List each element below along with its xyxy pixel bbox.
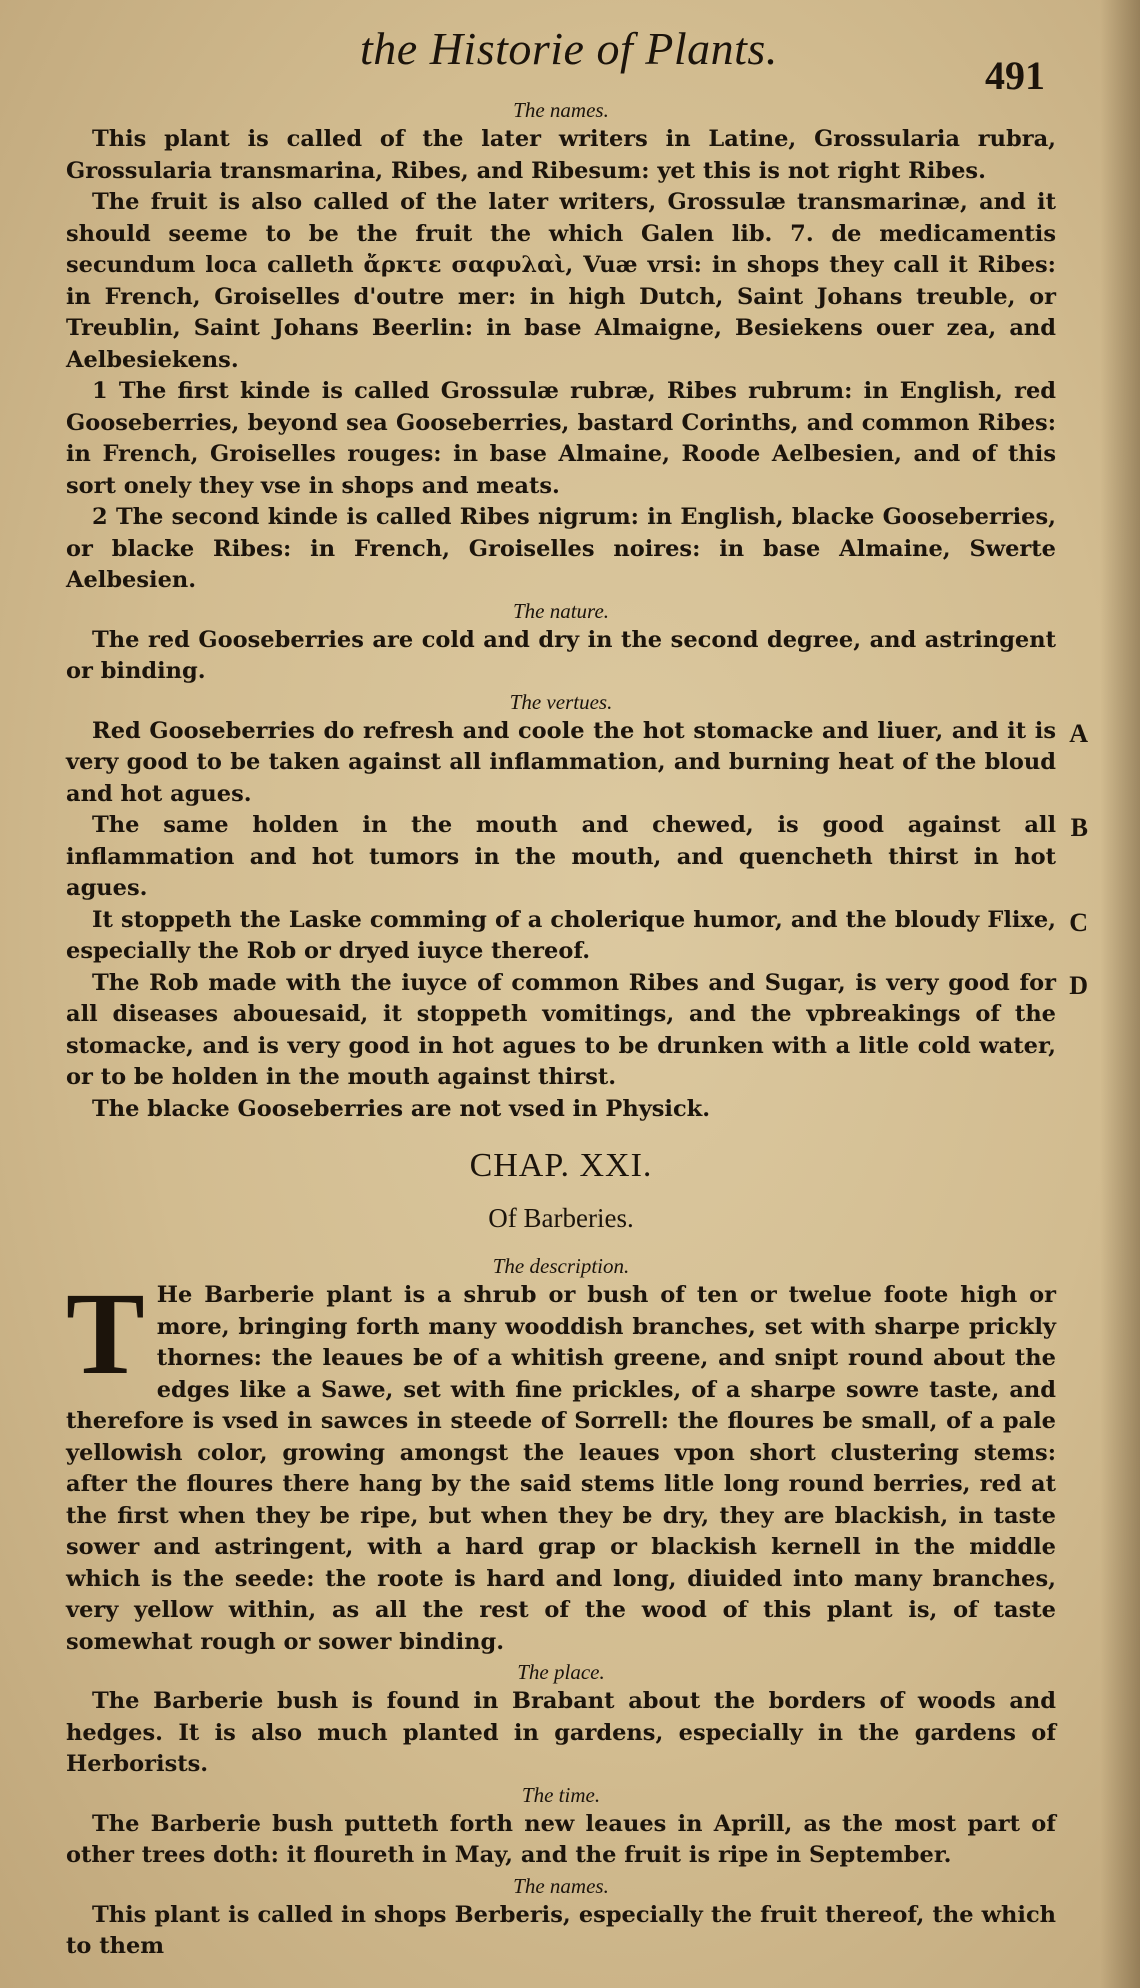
section-heading-names-2: The names. xyxy=(513,1873,609,1898)
text-block xyxy=(66,96,1088,1963)
paragraph: The Barberie bush is found in Brabant about the borders of woods and hedges. It is also much planted in gardens, especially in the gardens of Herborists. xyxy=(66,1688,1056,1777)
paragraph: The fruit is also called of the later writers, Grossulæ transmarinæ, and it should seeme to be the fruit the which Galen lib. 7. de medicamentis secundum loca calleth ἄρκτε σαφυλαὶ, Vuæ vrsi: in shops they call it Ribes: in French, Groiselles d'outre mer: in high Dutch, Saint Johans treuble, or Treublin, Saint Johans Beerlin: in base Almaigne, Besiekens ouer zea, and Aelbesiekens. xyxy=(66,189,1056,373)
paragraph: 1 The first kinde is called Grossulæ rubræ, Ribes rubrum: in English, red Gooseberries, beyond sea Gooseberries, bastard Corinths, and common Ribes: in French, Groiselles rouges: in base Almaine, Roode Aelbesien, and of this sort onely they vse in shops and meats. xyxy=(66,378,1056,499)
section-heading-nature: The nature. xyxy=(512,598,610,623)
page-gutter-shadow xyxy=(1100,0,1140,1988)
paragraph-text: Red Gooseberries do refresh and coole the hot stomacke and liuer, and it is very good to be taken against all inflammation, and burning heat of the bloud and hot agues. xyxy=(66,717,1056,807)
section-heading-time: The time. xyxy=(521,1782,601,1807)
paragraph-b xyxy=(66,810,1088,905)
margin-letter: B xyxy=(1070,813,1088,842)
paragraph: The Barberie bush putteth forth new leaues in Aprill, as the most part of other trees doth: it floureth in May, and the fruit is ripe in September. xyxy=(66,1810,1056,1868)
section-heading-names: The names. xyxy=(513,98,609,122)
paragraph: The blacke Gooseberries are not vsed in Physick. xyxy=(92,1095,711,1122)
margin-letter: A xyxy=(1069,718,1088,748)
paragraph-description xyxy=(66,1268,1056,1658)
paragraph-text: He Barberie plant is a shrub or bush of ten or twelue foote high or more, bringing forth many wooddish branches, set with sharpe prickly thornes: the leaues be of a whitish greene, and snipt round about the edges like a Sawe, set with fine prickles, of a sharpe sowre taste, and therefore is vsed in sawces in steede of Sorrell: the floures be small, of a pale yellowish color, growing amongst the leaues vpon short clustering stems: after the floures there hang by the said stems litle long round berries, red at the first when they be ripe, but when they be dry, they are blackish, in taste sower and astringent, with a hard grap or blackish kernell in the middle which is the seede: the roote is hard and long, diuided into many branches, very yellow within, as all the rest of the wood of this plant is, of taste somewhat rough or sower binding. xyxy=(66,1282,1056,1655)
paragraph-d xyxy=(66,968,1088,1094)
paragraph-text: It stoppeth the Laske comming of a cholerique humor, and the bloudy Flixe, especially the Rob or dryed iuyce thereof. xyxy=(66,906,1056,964)
margin-letter: D xyxy=(1069,970,1088,1000)
chapter-subtitle: Of Barberies. xyxy=(488,1203,634,1233)
page-number: 491 xyxy=(985,53,1045,98)
running-head: the Historie of Plants. xyxy=(360,23,778,74)
paragraph-text: The Rob made with the iuyce of common Ribes and Sugar, is very good for all diseases abouesaid, it stoppeth vomitings, and the vpbreakings of the stomacke, and is very good in hot agues to be drunken with a litle cold water, or to be holden in the mouth against thirst. xyxy=(66,969,1056,1090)
paragraph: This plant is called in shops Berberis, especially the fruit thereof, the which to them xyxy=(66,1901,1056,1959)
paragraph-a xyxy=(66,716,1088,811)
section-heading-vertues: The vertues. xyxy=(509,689,613,714)
section-heading-place: The place. xyxy=(517,1660,605,1684)
paragraph: The red Gooseberries are cold and dry in the second degree, and astringent or binding. xyxy=(66,626,1056,684)
drop-capital: T xyxy=(66,1268,145,1399)
paragraph: This plant is called of the later writers in Latine, Grossularia rubra, Grossularia transmarina, Ribes, and Ribesum: yet this is not right Ribes. xyxy=(66,126,1056,184)
paragraph-text: The same holden in the mouth and chewed, is good against all inflammation and hot tumors in the mouth, and quencheth thirst in hot agues. xyxy=(66,812,1056,901)
chapter-title: CHAP. XXI. xyxy=(469,1147,653,1184)
margin-letter: C xyxy=(1069,907,1088,937)
paragraph-c xyxy=(66,905,1088,968)
paragraph: 2 The second kinde is called Ribes nigrum: in English, blacke Gooseberries, or blacke Ribes: in French, Groiselles noires: in base Almaine, Swerte Aelbesien. xyxy=(66,504,1056,593)
section-heading-description: The description. xyxy=(492,1254,630,1278)
